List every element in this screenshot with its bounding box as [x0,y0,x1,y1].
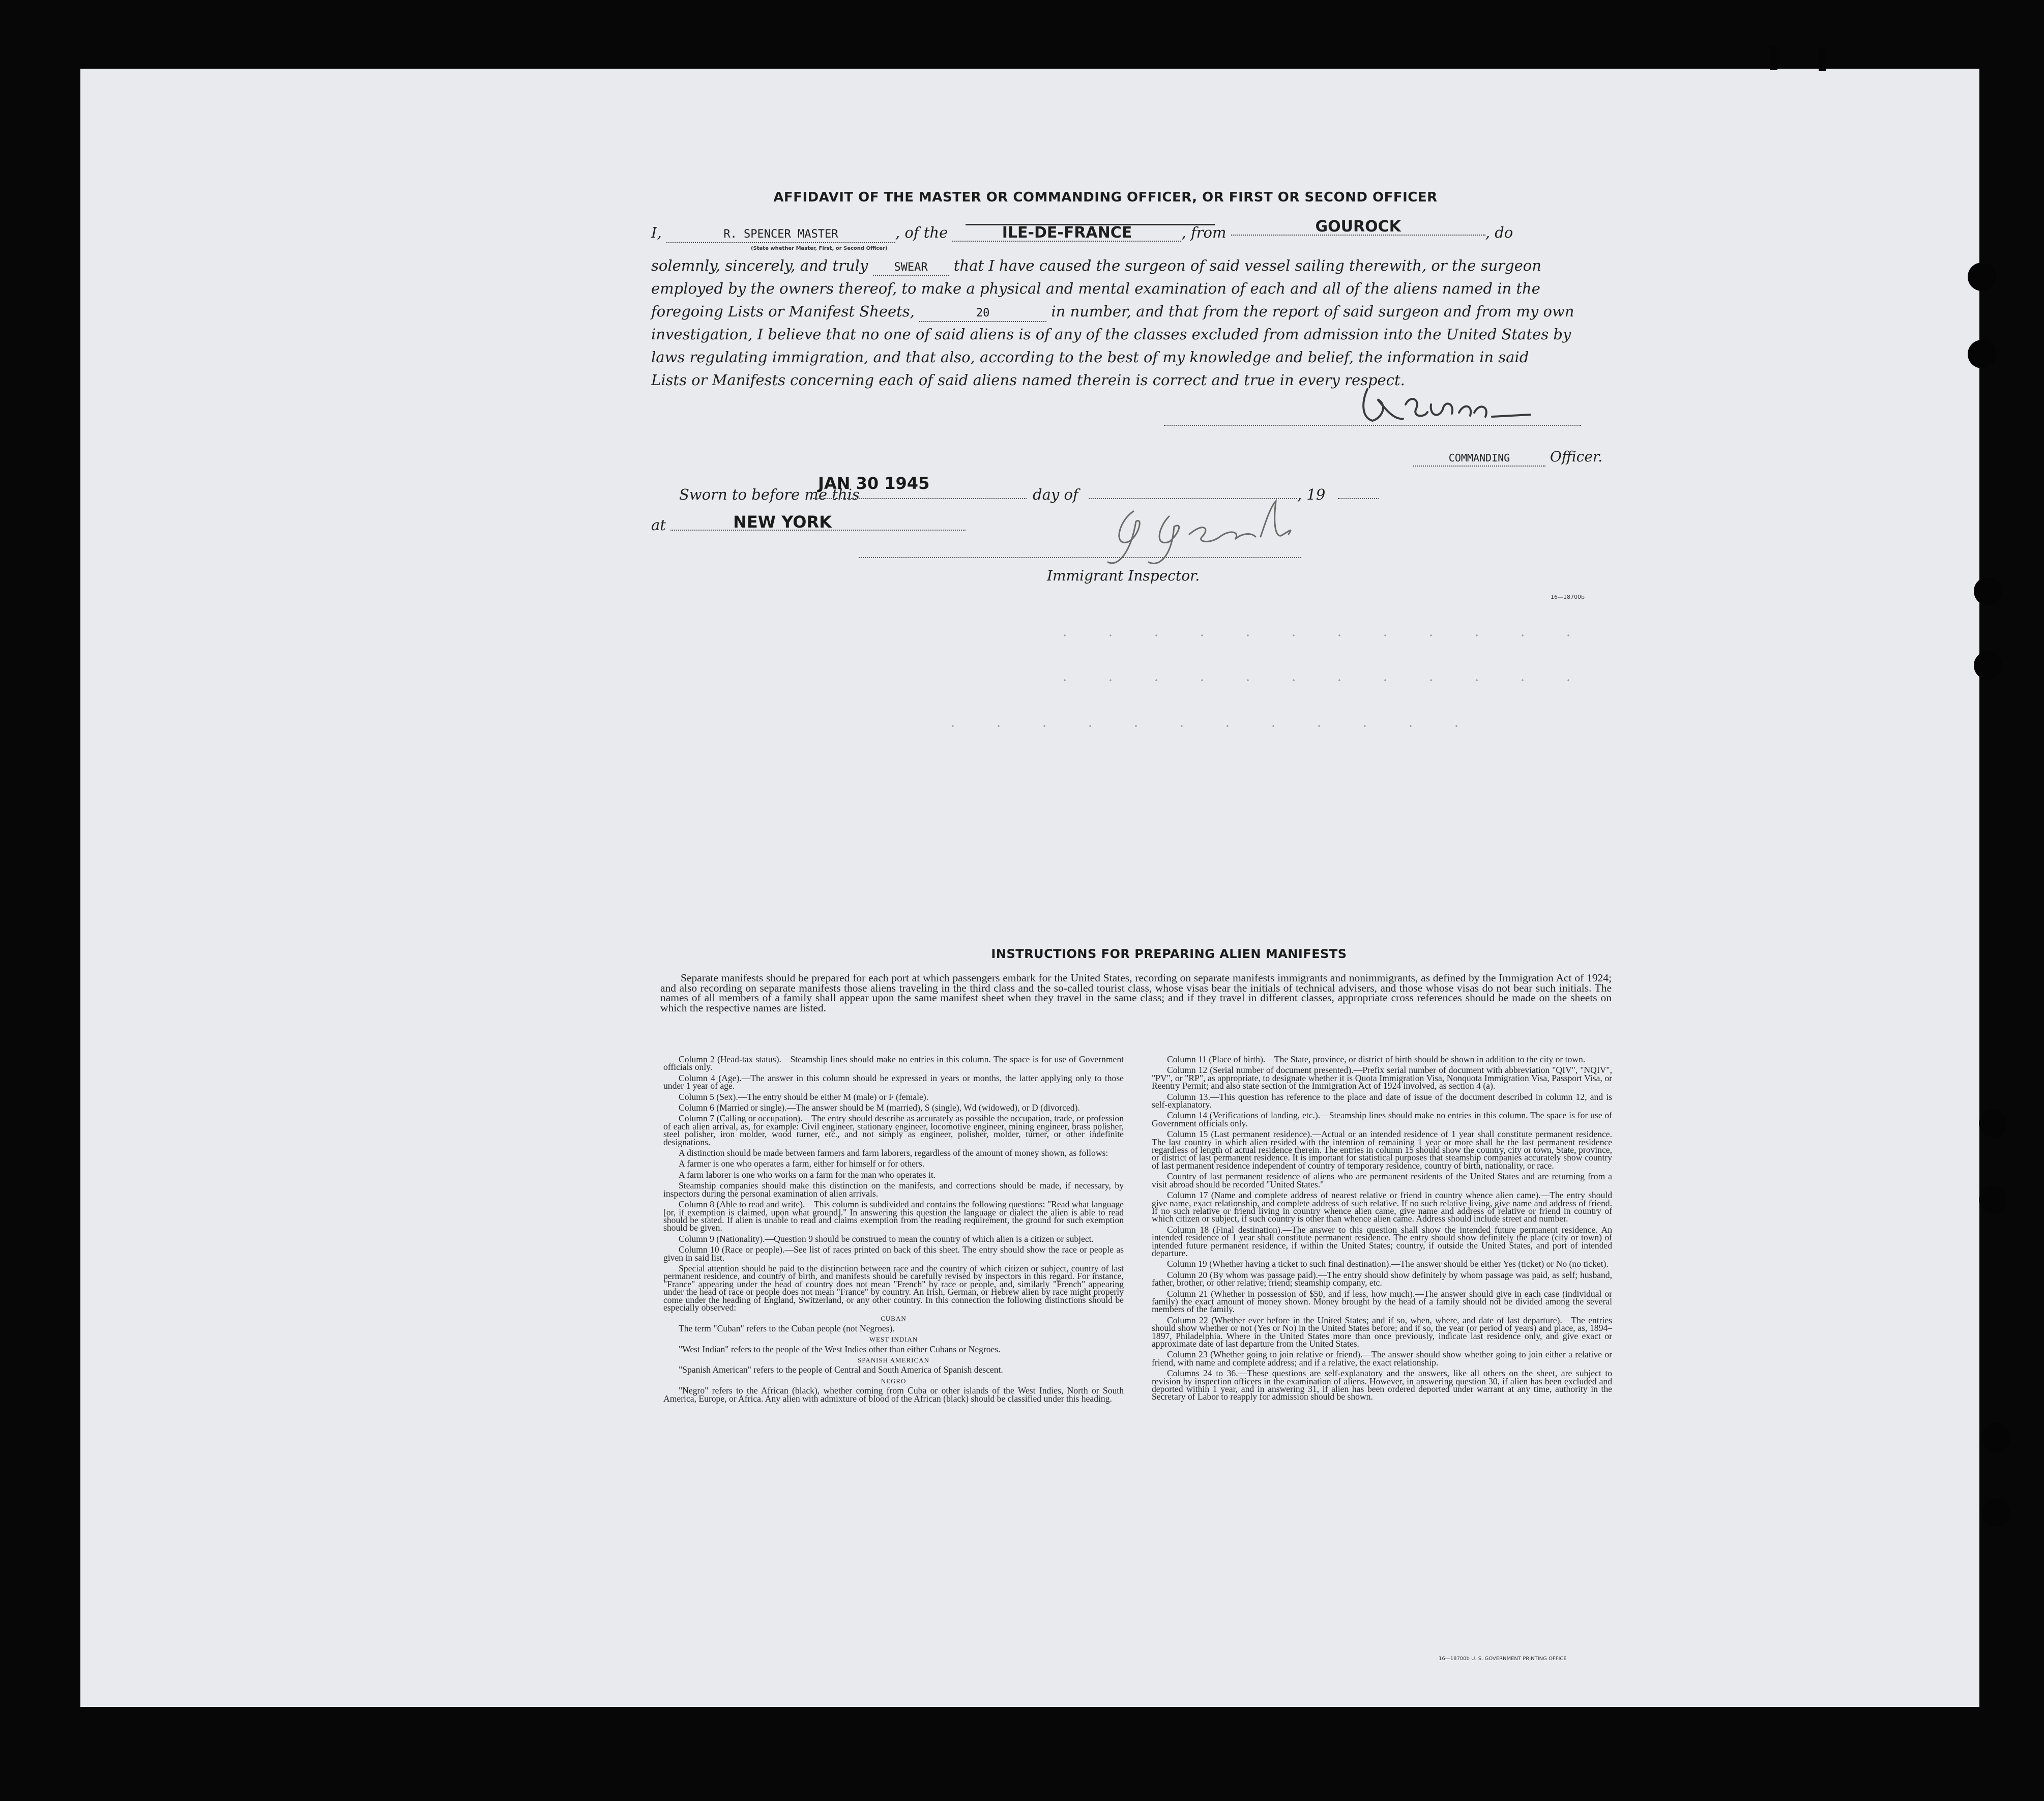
affidavit-line-7: Lists or Manifests concerning each of said aliens named therein is correct and true in every respect. [651,371,1405,389]
line2-rest: that I have caused the surgeon of said vessel sailing therewith, or the surgeon [953,257,1541,274]
left-paragraph: Column 7 (Calling or occupation).—The entry should describe as accurately as possible the occupation, trade, or profession of each alien arrival, as, for example: Civil engineer, stationary engineer, locomotive engineer, mining engineer, brass polisher, steel polisher, iron molder, wood turner, etc., and not simply as engineer, polisher, molder, turner, or other indefinite designations. [663,1113,1124,1147]
affidavit-line-4 [651,303,1618,322]
left-paragraph: A distinction should be made between farmers and farm laborers, regardless of the amount of money shown, as follows: [679,1148,1108,1158]
right-paragraph: Column 19 (Whether having a ticket to such final destination).—The answer should be either Yes (ticket) or No (no ticket). [1167,1259,1609,1269]
spanish-american-heading: SPANISH AMERICAN [858,1356,929,1364]
rank-field: COMMANDING [1413,450,1545,467]
inspector-signature [1088,486,1373,572]
instructions-left-column [663,1056,1124,1406]
at-label: at [651,516,666,534]
right-paragraph: Column 11 (Place of birth).—The State, province, or district of birth should be shown in addition to the city or town. [1167,1054,1586,1064]
year-prefix: , 19 [1297,486,1326,503]
manifest-page [80,69,1979,1707]
officer-signature [1311,323,1581,445]
affidavit-line-2 [651,257,1618,276]
right-paragraph: Column 15 (Last permanent residence).—Actual or an intended residence of 1 year shall constitute permanent residence. The last country in which alien resided with the intention of remaining 1 year or more shall be the last permanent residence regardless of length of actual residence therein. The entries in column 15 should show the country, city or town, State, province, or district of last permanent residence. It is important for statistical purposes that steamship companies accurately show country of last permanent residence independent of country of temporary residence, country of birth, nationality, or race. [1152,1129,1612,1171]
right-paragraph: Column 12 (Serial number of document presented).—Prefix serial number of document with abbreviation "QIV", "NQIV", "PV", or "RP", as appropriate, to designate whether it is Quota Immigration Visa, Nonquota Immigration Visa, Passport Visa, or Reentry Permit; and also state section of the Immigration Act of 1924 involved, as section 4 (a). [1152,1065,1612,1091]
cuban-text: The term "Cuban" refers to the Cuban people (not Negroes). [679,1323,895,1333]
left-paragraph: Column 2 (Head-tax status).—Steamship lines should make no entries in this column. The space is for use of Government officials only. [663,1054,1124,1072]
affidavit-line-5: investigation, I believe that no one of said aliens is of any of the classes excluded from admission into the United States by [651,326,1571,343]
officer-word: Officer. [1550,448,1603,465]
punch-hole [1974,651,2002,680]
cuban-heading: CUBAN [881,1315,907,1323]
day-of-label: day of [1033,486,1078,503]
right-paragraph: Column 20 (By whom was passage paid).—The entry should show definitely by whom passage was paid, as self; husband, father, brother, or other relative; friend; steamship company, etc. [1152,1269,1612,1288]
left-paragraph: Column 4 (Age).—The answer in this column should be expressed in years or months, the latter applying only to those under 1 year of age. [663,1072,1124,1091]
right-paragraph: Column 14 (Verifications of landing, etc.).—Steamship lines should make no entries in this column. The space is for use of Government officials only. [1152,1110,1612,1128]
bleed-dots-1 [1042,634,1601,636]
officer-title-row [1413,448,1602,467]
right-paragraph: Column 23 (Whether going to join relative or friend).—The answer should show whether going to join either a relative or friend, with name and complete address; and if a relative, the exact relationship. [1152,1349,1612,1368]
officer-name-field: R. SPENCER MASTER [666,227,895,243]
officer-note: (State whether Master, First, or Second Officer) [751,246,888,251]
left-paragraph: Special attention should be paid to the distinction between race and the country of which citizen or subject, country of last permanent residence, and country of birth, and manifests should be carefully revised by inspectors in this regard. For instance, "France" appearing under the head of country does not mean "French" by race or people, and, similarly "French" appearing under the head of race or people does not mean "France" by country. An Irish, German, or Hebrew alien by race might properly come under the heading of England, Switzerland, or any other country. In this connection the following distinctions should be especially observed: [663,1263,1124,1313]
affidavit-line-6: laws regulating immigration, and that also, according to the best of my knowledge and belief, the information in said [651,348,1529,366]
inspector-signature-line [859,557,1301,558]
left-paragraph: Steamship companies should make this distinction on the manifests, and corrections should be made, if necessary, by inspectors during the personal examination of alien arrivals. [663,1180,1124,1199]
left-paragraph: Column 8 (Able to read and write).—This column is subdivided and contains the following questions: "Read what language [or, if exemption is claimed, upon what ground]." In answering this question the language or dialect the alien is able to read should be stated. If alien is unable to read and claims exemption from the reading requirement, the ground for such exemption should be given. [663,1199,1124,1233]
bleed-dots-3 [930,725,1490,727]
right-paragraph: Column 13.—This question has reference to the place and date of issue of the document described in column 12, and is self-explanatory. [1152,1091,1612,1110]
solemnly-text: solemnly, sincerely, and truly [651,257,868,274]
left-paragraph: Column 5 (Sex).—The entry should be either M (male) or F (female). [679,1091,929,1102]
right-paragraph: Column 18 (Final destination).—The answer to this question shall show the intended future permanent residence. An intended residence of 1 year shall constitute permanent residence. The entry should show definitely the place (city or town) of intended future permanent residence, if within the United States; country, if outside the United States, and port of intended departure. [1152,1224,1612,1258]
spanish-american-text: "Spanish American" refers to the people of Central and South America of Spanish descent. [679,1364,1003,1375]
printer-imprint: 16—18700b U. S. GOVERNMENT PRINTING OFFICE [1439,1656,1567,1662]
right-paragraph: Country of last permanent residence of aliens who are permanent residents of the United States and are returning from a visit abroad should be recorded "United States." [1152,1171,1612,1189]
affidavit-title: AFFIDAVIT OF THE MASTER OR COMMANDING OFFICER, OR FIRST OR SECOND OFFICER [773,190,1438,205]
left-paragraph: Column 6 (Married or single).—The answer should be M (married), S (single), Wd (widowed), or D (divorced). [679,1102,1080,1113]
left-paragraph: Column 10 (Race or people).—See list of races printed on back of this sheet. The entry should show the race or people as given in said list. [663,1244,1124,1263]
place-stamp: NEW YORK [733,512,832,532]
right-paragraph: Column 22 (Whether ever before in the United States; and if so, when, where, and date of last departure).—The entries should show whether or not (Yes or No) in the United States before; and if so, the year (or period of years) and place, as, 1894–1897, Philadelphia. Where in the United States more than once previously, indicate last residence only, and give exact or approximate date of last departure from the United States. [1152,1315,1612,1349]
instructions-title: INSTRUCTIONS FOR PREPARING ALIEN MANIFESTS [991,947,1347,961]
left-paragraph: A farm laborer is one who works on a farm for the man who operates it. [679,1169,936,1180]
date-line [813,498,1027,499]
do-text: , do [1485,224,1513,241]
punch-hole [1979,1185,2007,1214]
punch-hole [1979,1109,2007,1138]
negro-heading: NEGRO [881,1377,907,1385]
punch-hole [1982,1499,2010,1527]
line4-b: in number, and that from the report of said surgeon and from my own [1051,303,1574,320]
west-indian-text: "West Indian" refers to the people of the West Indies other than either Cubans or Negroes. [679,1344,1001,1354]
right-paragraph: Column 21 (Whether in possession of $50, and if less, how much).—The answer should give in each case (individual or family) the exact amount of money shown. Money brought by the head of a family should not be divided among the several members of the family. [1152,1288,1612,1315]
sheets-field: 20 [919,306,1046,322]
punch-hole [1982,1423,2010,1451]
punch-hole [1968,340,1996,368]
inspector-label: Immigrant Inspector. [1047,567,1200,584]
of-the-text: , of the [895,224,948,241]
right-paragraph: Column 17 (Name and complete address of nearest relative or friend in country whence alien came).—The entry should give name, exact relationship, and complete address of such relative. If no such relative living, give name and address of friend. If no such relative or friend living in country whence alien came, give name and address of relative or friend in country of which citizen or subject, if such country is other than whence alien came. Address should include street and number. [1152,1190,1612,1224]
left-paragraph: Column 9 (Nationality).—Question 9 should be construed to mean the country of which alien is a citizen or subject. [679,1233,1094,1244]
from-text: , from [1181,224,1227,241]
edge-tick [1770,47,1777,70]
sworn-label: Sworn to before me this [679,486,860,503]
form-code: 16—18700b [1551,594,1585,600]
west-indian-heading: WEST INDIAN [869,1335,918,1344]
affidavit-line-1 [651,218,1618,243]
punch-hole [1968,263,1996,291]
instructions-right-column [1152,1056,1612,1404]
vessel-field: ILE-DE-FRANCE [952,225,1181,242]
oath-field: SWEAR [873,260,949,276]
left-paragraph: A farmer is one who operates a farm, either for himself or for others. [679,1158,925,1169]
officer-signature-line [1164,425,1581,426]
punch-hole [1974,577,2002,605]
line4-a: foregoing Lists or Manifest Sheets, [651,303,915,320]
bleed-dots-2 [1042,679,1601,681]
instructions-intro: Separate manifests should be prepared for each port at which passengers embark for the United States, recording on separate manifests immigrants and nonimmigrants, as defined by the Immigration Act of 1924; and also recording on separate manifests those aliens traveling in the third class and the so-called tourist class, whose visas bear the initials of technical advisers, and those whose visas do not bear such initials. The names of all members of a family shall appear upon the same manifest sheet when they travel in the same class; and if they travel in different classes, appropriate cross references should be made on the sheets on which the respective names are listed. [660,972,1612,1014]
negro-text: "Negro" refers to the African (black), whether coming from Cuba or other islands of the West Indies, North or South America, Europe, or Africa. Any alien with admixture of blood of the African (black) should be classified under this heading. [663,1385,1124,1404]
pronoun: I, [651,224,662,241]
sworn-date: JAN 30 1945 [818,474,930,493]
right-paragraph: Columns 24 to 36.—These questions are self-explanatory and the answers, like all others on the sheet, are subject to revision by inspection officers in the examination of aliens. However, in answering question 30, if alien has been excluded and deported within 1 year, and in answering 31, if alien has been ordered deported under warrant at any time, authority in the Secretary of Labor to reapply for admission should be shown. [1152,1368,1612,1402]
port-field: GOUROCK [1231,219,1485,236]
affidavit-line-3: employed by the owners thereof, to make a physical and mental examination of each and all of the aliens named in the [651,280,1540,297]
place-line [670,530,966,531]
edge-tick [1819,49,1826,71]
